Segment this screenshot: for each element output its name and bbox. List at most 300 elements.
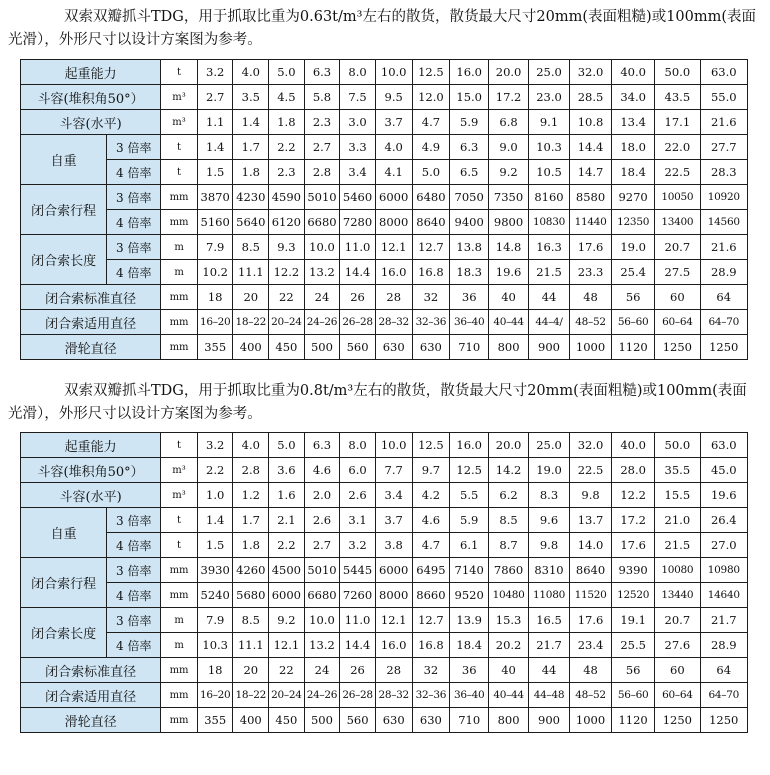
value-cell: 8.3 <box>529 483 570 508</box>
value-cell: 6680 <box>304 583 340 608</box>
value-cell: 6000 <box>375 185 412 210</box>
value-cell: 23.0 <box>529 85 570 110</box>
value-cell: 9800 <box>489 210 529 235</box>
value-cell: 6680 <box>304 210 340 235</box>
value-cell: 1.6 <box>269 483 305 508</box>
value-cell: 32 <box>412 285 450 310</box>
value-cell: 60 <box>655 285 700 310</box>
value-cell: 21.5 <box>655 533 700 558</box>
value-cell: 28 <box>375 658 412 683</box>
value-cell: 1.5 <box>197 533 233 558</box>
value-cell: 1250 <box>700 335 748 360</box>
value-cell: 17.6 <box>612 533 655 558</box>
value-cell: 4.6 <box>304 458 340 483</box>
value-cell: 5460 <box>340 185 376 210</box>
table-row <box>21 185 748 210</box>
value-cell: 40 <box>489 658 529 683</box>
value-cell: 710 <box>450 335 489 360</box>
value-cell: 16.3 <box>529 235 570 260</box>
unit-cell: mm <box>161 558 198 583</box>
row-sub-label: 3 倍率 <box>107 185 161 210</box>
value-cell: 48 <box>570 285 612 310</box>
value-cell: 10.0 <box>375 433 412 458</box>
value-cell: 800 <box>489 708 529 733</box>
value-cell: 40 <box>489 285 529 310</box>
value-cell: 4590 <box>269 185 305 210</box>
value-cell: 1120 <box>612 335 655 360</box>
value-cell: 20.2 <box>489 633 529 658</box>
value-cell: 26 <box>340 285 376 310</box>
value-cell: 17.1 <box>655 110 700 135</box>
value-cell: 4.7 <box>412 110 450 135</box>
value-cell: 12.1 <box>375 235 412 260</box>
value-cell: 3.6 <box>269 458 305 483</box>
row-sub-label: 4 倍率 <box>107 583 161 608</box>
unit-cell: t <box>161 160 198 185</box>
value-cell: 5.0 <box>412 160 450 185</box>
value-cell: 32–36 <box>412 310 450 335</box>
value-cell: 14.2 <box>489 458 529 483</box>
row-sub-label: 3 倍率 <box>107 608 161 633</box>
value-cell: 8580 <box>570 185 612 210</box>
value-cell: 2.6 <box>340 483 376 508</box>
value-cell: 22.0 <box>655 135 700 160</box>
value-cell: 355 <box>197 708 233 733</box>
value-cell: 6.3 <box>304 433 340 458</box>
value-cell: 6480 <box>412 185 450 210</box>
value-cell: 8000 <box>375 210 412 235</box>
table-row <box>21 260 748 285</box>
value-cell: 11440 <box>570 210 612 235</box>
value-cell: 12520 <box>612 583 655 608</box>
value-cell: 3.0 <box>340 110 376 135</box>
unit-cell: t <box>161 508 198 533</box>
value-cell: 21.7 <box>529 633 570 658</box>
value-cell: 9.1 <box>529 110 570 135</box>
value-cell: 10050 <box>655 185 700 210</box>
value-cell: 400 <box>233 708 269 733</box>
value-cell: 40–44 <box>489 683 529 708</box>
value-cell: 6.1 <box>450 533 489 558</box>
value-cell: 3.4 <box>340 160 376 185</box>
value-cell: 64 <box>700 285 748 310</box>
value-cell: 3.2 <box>340 533 376 558</box>
row-label: 滑轮直径 <box>21 708 161 733</box>
value-cell: 4260 <box>233 558 269 583</box>
value-cell: 4.1 <box>375 160 412 185</box>
unit-cell: m <box>161 608 198 633</box>
value-cell: 8.0 <box>340 433 376 458</box>
value-cell: 32 <box>412 658 450 683</box>
value-cell: 27.6 <box>655 633 700 658</box>
value-cell: 10.3 <box>197 633 233 658</box>
value-cell: 1.4 <box>197 508 233 533</box>
value-cell: 3.1 <box>340 508 376 533</box>
value-cell: 10.8 <box>570 110 612 135</box>
value-cell: 20–24 <box>269 310 305 335</box>
value-cell: 16.0 <box>375 633 412 658</box>
value-cell: 28–32 <box>375 683 412 708</box>
value-cell: 1250 <box>700 708 748 733</box>
value-cell: 19.1 <box>612 608 655 633</box>
value-cell: 6.3 <box>304 60 340 85</box>
row-group-label: 自重 <box>21 135 107 185</box>
value-cell: 16.0 <box>450 60 489 85</box>
value-cell: 14640 <box>700 583 748 608</box>
value-cell: 5240 <box>197 583 233 608</box>
value-cell: 14.4 <box>570 135 612 160</box>
value-cell: 13.4 <box>612 110 655 135</box>
value-cell: 4.9 <box>412 135 450 160</box>
value-cell: 16–20 <box>197 683 233 708</box>
value-cell: 17.2 <box>489 85 529 110</box>
value-cell: 1120 <box>612 708 655 733</box>
value-cell: 8310 <box>529 558 570 583</box>
value-cell: 8660 <box>412 583 450 608</box>
value-cell: 23.4 <box>570 633 612 658</box>
value-cell: 400 <box>233 335 269 360</box>
value-cell: 9.7 <box>412 458 450 483</box>
unit-cell: m³ <box>161 483 198 508</box>
value-cell: 1250 <box>655 708 700 733</box>
value-cell: 4.0 <box>233 433 269 458</box>
value-cell: 11.0 <box>340 608 376 633</box>
value-cell: 12.1 <box>375 608 412 633</box>
value-cell: 20.7 <box>655 235 700 260</box>
value-cell: 6120 <box>269 210 305 235</box>
value-cell: 3.2 <box>197 60 233 85</box>
value-cell: 22.5 <box>570 458 612 483</box>
unit-cell: mm <box>161 210 198 235</box>
value-cell: 12.5 <box>412 60 450 85</box>
value-cell: 6.2 <box>489 483 529 508</box>
value-cell: 26.4 <box>700 508 748 533</box>
value-cell: 21.7 <box>700 608 748 633</box>
value-cell: 14.4 <box>340 633 376 658</box>
value-cell: 1.5 <box>197 160 233 185</box>
value-cell: 4.5 <box>269 85 305 110</box>
value-cell: 1000 <box>570 708 612 733</box>
value-cell: 630 <box>375 708 412 733</box>
value-cell: 10.3 <box>529 135 570 160</box>
table-row <box>21 458 748 483</box>
value-cell: 1.0 <box>197 483 233 508</box>
value-cell: 32.0 <box>570 60 612 85</box>
value-cell: 20.0 <box>489 60 529 85</box>
value-cell: 4230 <box>233 185 269 210</box>
value-cell: 10.0 <box>304 235 340 260</box>
value-cell: 3870 <box>197 185 233 210</box>
value-cell: 6.8 <box>489 110 529 135</box>
value-cell: 6.3 <box>450 135 489 160</box>
row-sub-label: 4 倍率 <box>107 260 161 285</box>
unit-cell: m³ <box>161 458 198 483</box>
value-cell: 20.7 <box>655 608 700 633</box>
value-cell: 18.4 <box>612 160 655 185</box>
row-sub-label: 4 倍率 <box>107 533 161 558</box>
value-cell: 18 <box>197 658 233 683</box>
value-cell: 9390 <box>612 558 655 583</box>
value-cell: 5010 <box>304 558 340 583</box>
value-cell: 20–24 <box>269 683 305 708</box>
value-cell: 13.8 <box>450 235 489 260</box>
row-label: 斗容(水平) <box>21 483 161 508</box>
value-cell: 2.3 <box>304 110 340 135</box>
value-cell: 36 <box>450 285 489 310</box>
value-cell: 60–64 <box>655 310 700 335</box>
value-cell: 16.0 <box>450 433 489 458</box>
table-row <box>21 85 748 110</box>
value-cell: 64 <box>700 658 748 683</box>
value-cell: 10080 <box>655 558 700 583</box>
value-cell: 6.0 <box>340 458 376 483</box>
value-cell: 22.5 <box>655 160 700 185</box>
unit-cell: t <box>161 433 198 458</box>
table-row <box>21 708 748 733</box>
value-cell: 15.5 <box>655 483 700 508</box>
value-cell: 36 <box>450 658 489 683</box>
value-cell: 24–26 <box>304 683 340 708</box>
value-cell: 17.6 <box>570 235 612 260</box>
value-cell: 28.5 <box>570 85 612 110</box>
value-cell: 8.5 <box>489 508 529 533</box>
table-row <box>21 135 748 160</box>
value-cell: 26–28 <box>340 310 376 335</box>
value-cell: 500 <box>304 708 340 733</box>
value-cell: 3.3 <box>340 135 376 160</box>
value-cell: 4.0 <box>233 60 269 85</box>
row-sub-label: 3 倍率 <box>107 508 161 533</box>
value-cell: 10980 <box>700 558 748 583</box>
value-cell: 60–64 <box>655 683 700 708</box>
unit-cell: mm <box>161 285 198 310</box>
value-cell: 11.0 <box>340 235 376 260</box>
value-cell: 9.0 <box>489 135 529 160</box>
value-cell: 800 <box>489 335 529 360</box>
value-cell: 24 <box>304 285 340 310</box>
value-cell: 7260 <box>340 583 376 608</box>
value-cell: 500 <box>304 335 340 360</box>
value-cell: 12.5 <box>450 458 489 483</box>
unit-cell: mm <box>161 583 198 608</box>
value-cell: 48–52 <box>570 310 612 335</box>
value-cell: 12.5 <box>412 433 450 458</box>
value-cell: 630 <box>412 335 450 360</box>
value-cell: 11.1 <box>233 260 269 285</box>
value-cell: 64–70 <box>700 310 748 335</box>
row-label: 闭合索标准直径 <box>21 658 161 683</box>
value-cell: 450 <box>269 708 305 733</box>
row-label: 斗容(水平) <box>21 110 161 135</box>
table-row <box>21 433 748 458</box>
value-cell: 14.7 <box>570 160 612 185</box>
value-cell: 9.8 <box>570 483 612 508</box>
value-cell: 2.0 <box>304 483 340 508</box>
row-label: 斗容(堆积角50°） <box>21 458 161 483</box>
value-cell: 17.2 <box>612 508 655 533</box>
value-cell: 7860 <box>489 558 529 583</box>
value-cell: 1.4 <box>233 110 269 135</box>
value-cell: 900 <box>529 335 570 360</box>
table-row <box>21 508 748 533</box>
value-cell: 2.1 <box>269 508 305 533</box>
table-row <box>21 483 748 508</box>
value-cell: 20 <box>233 285 269 310</box>
value-cell: 50.0 <box>655 60 700 85</box>
value-cell: 18.3 <box>450 260 489 285</box>
value-cell: 8160 <box>529 185 570 210</box>
unit-cell: m <box>161 235 198 260</box>
value-cell: 21.6 <box>700 235 748 260</box>
value-cell: 9.6 <box>529 508 570 533</box>
value-cell: 18.0 <box>612 135 655 160</box>
value-cell: 12.0 <box>412 85 450 110</box>
row-label: 斗容(堆积角50°） <box>21 85 161 110</box>
row-sub-label: 3 倍率 <box>107 558 161 583</box>
value-cell: 18 <box>197 285 233 310</box>
row-label: 闭合索适用直径 <box>21 310 161 335</box>
value-cell: 2.8 <box>233 458 269 483</box>
value-cell: 20 <box>233 658 269 683</box>
value-cell: 10.0 <box>304 608 340 633</box>
value-cell: 4.7 <box>412 533 450 558</box>
value-cell: 44–48 <box>529 683 570 708</box>
value-cell: 13440 <box>655 583 700 608</box>
value-cell: 44 <box>529 658 570 683</box>
value-cell: 10830 <box>529 210 570 235</box>
table-row <box>21 110 748 135</box>
unit-cell: mm <box>161 658 198 683</box>
value-cell: 5160 <box>197 210 233 235</box>
value-cell: 44–4/ <box>529 310 570 335</box>
value-cell: 12.2 <box>612 483 655 508</box>
value-cell: 64–70 <box>700 683 748 708</box>
value-cell: 1.8 <box>233 533 269 558</box>
value-cell: 9.8 <box>529 533 570 558</box>
table-row <box>21 608 748 633</box>
value-cell: 1.2 <box>233 483 269 508</box>
value-cell: 3.5 <box>233 85 269 110</box>
value-cell: 3.8 <box>375 533 412 558</box>
value-cell: 28.3 <box>700 160 748 185</box>
value-cell: 12.7 <box>412 608 450 633</box>
value-cell: 630 <box>412 708 450 733</box>
unit-cell: mm <box>161 708 198 733</box>
row-label: 起重能力 <box>21 433 161 458</box>
value-cell: 9270 <box>612 185 655 210</box>
value-cell: 18–22 <box>233 310 269 335</box>
value-cell: 13.2 <box>304 260 340 285</box>
value-cell: 5445 <box>340 558 376 583</box>
value-cell: 44 <box>529 285 570 310</box>
value-cell: 14560 <box>700 210 748 235</box>
value-cell: 40–44 <box>489 310 529 335</box>
value-cell: 355 <box>197 335 233 360</box>
value-cell: 32.0 <box>570 433 612 458</box>
value-cell: 2.7 <box>304 135 340 160</box>
value-cell: 10.2 <box>197 260 233 285</box>
value-cell: 5680 <box>233 583 269 608</box>
value-cell: 9400 <box>450 210 489 235</box>
value-cell: 12.2 <box>269 260 305 285</box>
spec-table-2 <box>20 432 748 733</box>
value-cell: 35.5 <box>655 458 700 483</box>
unit-cell: mm <box>161 185 198 210</box>
value-cell: 1.1 <box>197 110 233 135</box>
unit-cell: t <box>161 135 198 160</box>
value-cell: 12350 <box>612 210 655 235</box>
value-cell: 19.0 <box>612 235 655 260</box>
table-row <box>21 335 748 360</box>
value-cell: 10480 <box>489 583 529 608</box>
value-cell: 60 <box>655 658 700 683</box>
value-cell: 34.0 <box>612 85 655 110</box>
value-cell: 43.5 <box>655 85 700 110</box>
row-label: 起重能力 <box>21 60 161 85</box>
value-cell: 8000 <box>375 583 412 608</box>
value-cell: 56–60 <box>612 683 655 708</box>
value-cell: 2.2 <box>197 458 233 483</box>
row-group-label: 闭合索长度 <box>21 235 107 285</box>
value-cell: 3.7 <box>375 508 412 533</box>
value-cell: 7050 <box>450 185 489 210</box>
value-cell: 16–20 <box>197 310 233 335</box>
value-cell: 8.0 <box>340 60 376 85</box>
table-row <box>21 160 748 185</box>
value-cell: 36–40 <box>450 310 489 335</box>
value-cell: 12.7 <box>412 235 450 260</box>
value-cell: 26–28 <box>340 683 376 708</box>
value-cell: 1.7 <box>233 135 269 160</box>
value-cell: 6.5 <box>450 160 489 185</box>
value-cell: 6000 <box>269 583 305 608</box>
value-cell: 21.5 <box>529 260 570 285</box>
row-sub-label: 4 倍率 <box>107 210 161 235</box>
value-cell: 16.0 <box>375 260 412 285</box>
value-cell: 6495 <box>412 558 450 583</box>
value-cell: 27.0 <box>700 533 748 558</box>
intro-paragraph-1: 双索双瓣抓斗TDG，用于抓取比重为0.63t/m³左右的散货，散货最大尺寸20mm(表面粗糙)或100mm(表面光滑），外形尺寸以设计方案图为参考。 <box>8 9 757 48</box>
value-cell: 56–60 <box>612 310 655 335</box>
value-cell: 450 <box>269 335 305 360</box>
value-cell: 27.5 <box>655 260 700 285</box>
value-cell: 24–26 <box>304 310 340 335</box>
value-cell: 7280 <box>340 210 376 235</box>
value-cell: 16.8 <box>412 633 450 658</box>
value-cell: 11080 <box>529 583 570 608</box>
value-cell: 8.5 <box>233 608 269 633</box>
unit-cell: t <box>161 60 198 85</box>
value-cell: 17.6 <box>570 608 612 633</box>
value-cell: 13.9 <box>450 608 489 633</box>
value-cell: 3.7 <box>375 110 412 135</box>
value-cell: 19.6 <box>489 260 529 285</box>
value-cell: 25.4 <box>612 260 655 285</box>
table-row <box>21 210 748 235</box>
value-cell: 2.7 <box>304 533 340 558</box>
value-cell: 5.0 <box>269 60 305 85</box>
value-cell: 21.6 <box>700 110 748 135</box>
value-cell: 1.7 <box>233 508 269 533</box>
table-row <box>21 658 748 683</box>
value-cell: 5.8 <box>304 85 340 110</box>
value-cell: 10.5 <box>529 160 570 185</box>
value-cell: 5010 <box>304 185 340 210</box>
value-cell: 1000 <box>570 335 612 360</box>
value-cell: 28.9 <box>700 633 748 658</box>
value-cell: 11520 <box>570 583 612 608</box>
value-cell: 25.5 <box>612 633 655 658</box>
